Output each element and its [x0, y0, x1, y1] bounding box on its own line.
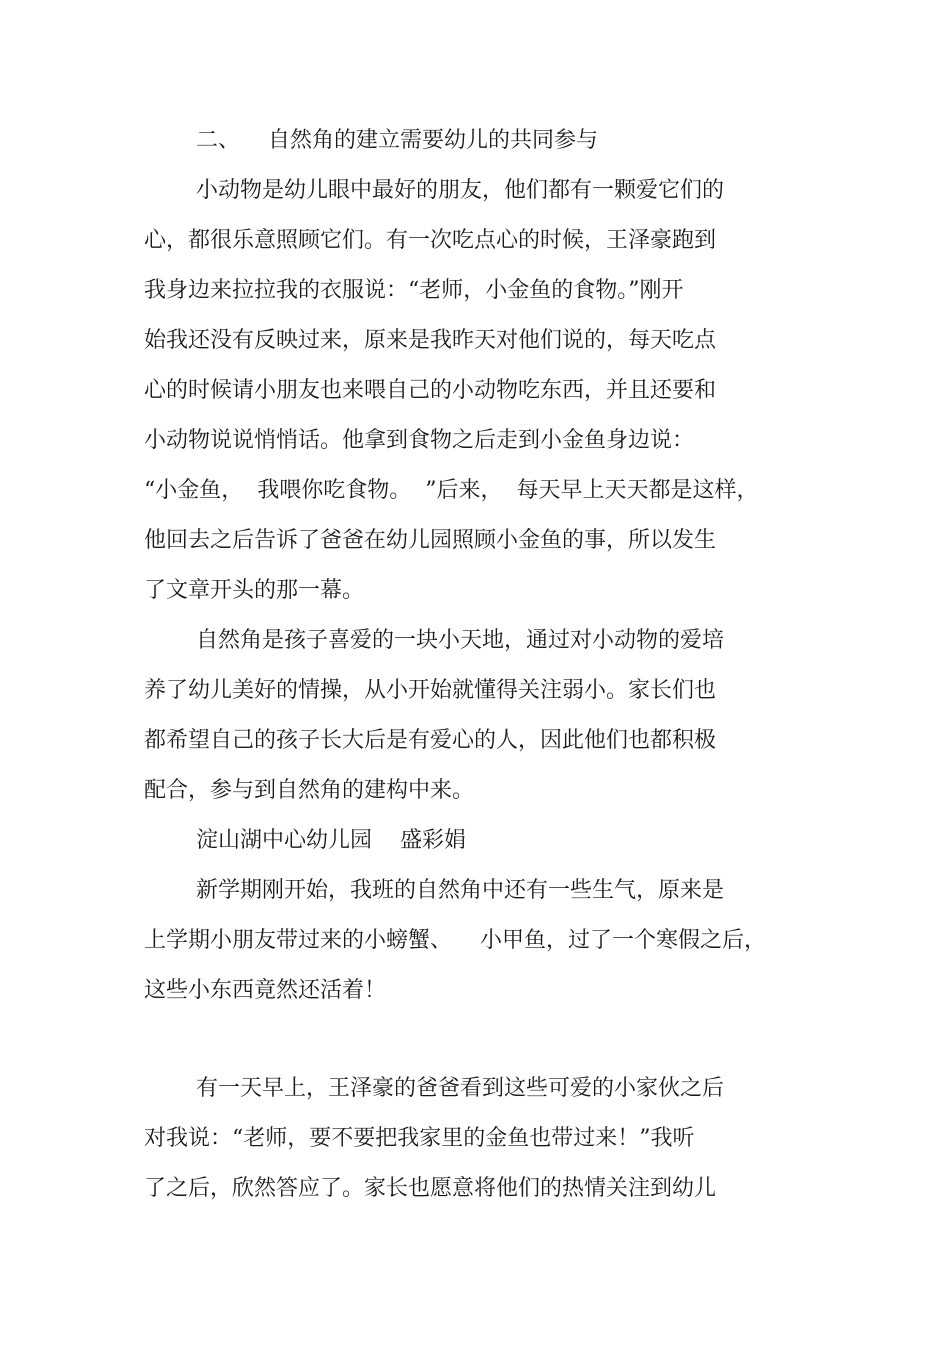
text-line: 有一天早上，王泽豪的爸爸看到这些可爱的小家伙之后: [196, 1076, 725, 1101]
text-line: 配合，参与到自然角的建构中来。: [144, 778, 475, 803]
text-line: 自然角是孩子喜爱的一块小天地，通过对小动物的爱培: [196, 628, 725, 653]
text-line: 养了幼儿美好的情操，从小开始就懂得关注弱小。家长们也: [144, 678, 717, 703]
text-line: 心的时候请小朋友也来喂自己的小动物吃东西，并且还要和: [144, 378, 717, 403]
section-heading: 二、 自然角的建立需要幼儿的共同参与: [196, 128, 598, 153]
text-line: “小金鱼， 我喂你吃食物。 ”后来， 每天早上天天都是这样，: [144, 478, 759, 503]
text-line: 心，都很乐意照顾它们。有一次吃点心的时候，王泽豪跑到: [144, 228, 717, 253]
text-line: 都希望自己的孩子长大后是有爱心的人，因此他们也都积极: [144, 728, 717, 753]
text-line: 他回去之后告诉了爸爸在幼儿园照顾小金鱼的事，所以发生: [144, 528, 717, 553]
text-line: 上学期小朋友带过来的小螃蟹、 小甲鱼，过了一个寒假之后，: [144, 928, 766, 953]
text-line: 了文章开头的那一幕。: [144, 578, 365, 603]
text-line: 新学期刚开始，我班的自然角中还有一些生气，原来是: [196, 878, 725, 903]
text-line: 始我还没有反映过来，原来是我昨天对他们说的，每天吃点: [144, 328, 717, 353]
author-line: 淀山湖中心幼儿园 盛彩娟: [196, 828, 466, 853]
text-line: 我身边来拉拉我的衣服说：“老师，小金鱼的食物。”刚开: [144, 278, 684, 303]
text-line: 小动物说说悄悄话。他拿到食物之后走到小金鱼身边说：: [144, 428, 695, 453]
text-line: 这些小东西竟然还活着！: [144, 978, 387, 1003]
text-line: 小动物是幼儿眼中最好的朋友，他们都有一颗爱它们的: [196, 178, 725, 203]
text-line: 了之后，欣然答应了。家长也愿意将他们的热情关注到幼儿: [144, 1176, 717, 1201]
text-line: 对我说：“老师，要不要把我家里的金鱼也带过来！”我听: [144, 1126, 695, 1151]
